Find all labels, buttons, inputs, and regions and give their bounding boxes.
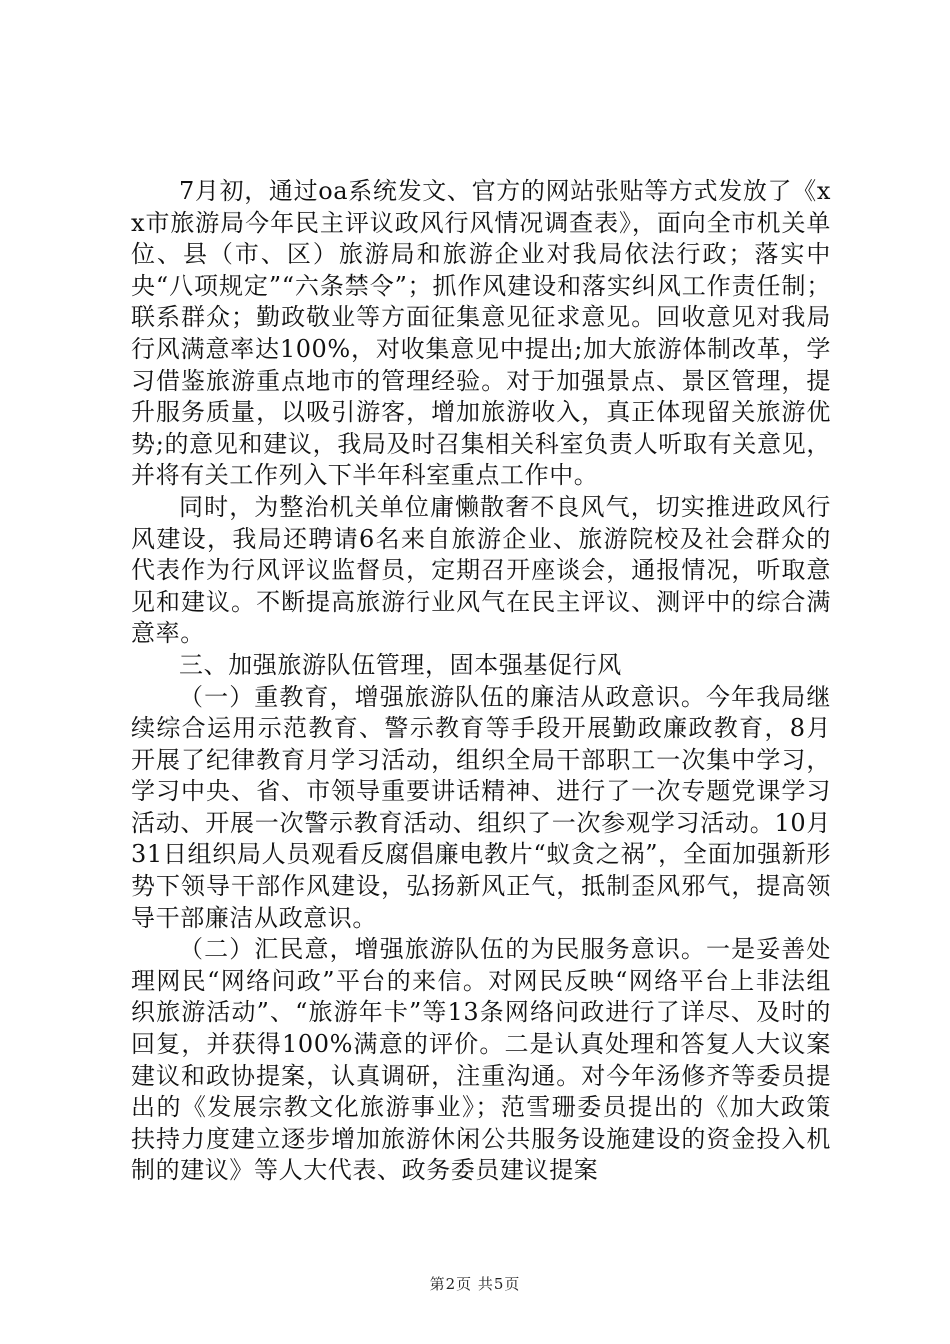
paragraph-public-opinion: （二）汇民意，增强旅游队伍的为民服务意识。一是妥善处理网民“网络问政”平台的来信。对网民反映“网络平台上非法组织旅游活动”、“旅游年卡”等13条网络问政进行了详尽、及时的回复，并获得100%满意的评价。二是认真处理和答复人大议案建议和政协提案，认真调研，注重沟通。对今年汤修齐等委员提出的《发展宗教文化旅游事业》；范雪珊委员提出的《加大政策扶持力度建立逐步增加旅游休闲公共服务设施建设的资金投入机制的建议》等人大代表、政务委员建议提案 [131, 935, 831, 1185]
page-number-footer: 第2页 共5页 [429, 1275, 521, 1293]
paragraph-education: （一）重教育，增强旅游队伍的廉洁从政意识。今年我局继续综合运用示范教育、警示教育等手段开展勤政廉政教育，8月开展了纪律教育月学习活动，组织全局干部职工一次集中学习，学习中央、省、市领导重要讲话精神、进行了一次专题党课学习活动、开展一次警示教育活动、组织了一次参观学习活动。10月31日组织局人员观看反腐倡廉电教片“蚁贪之祸”，全面加强新形势下领导干部作风建设，弘扬新风正气，抵制歪风邪气，提高领导干部廉洁从政意识。 [131, 682, 831, 932]
section-heading-team-management: 三、加强旅游队伍管理，固本强基促行风 [179, 650, 622, 679]
document-body [131, 176, 831, 1187]
paragraph-survey: 7月初，通过oa系统发文、官方的网站张贴等方式发放了《xx市旅游局今年民主评议政风行风情况调查表》，面向全市机关单位、县（市、区）旅游局和旅游企业对我局依法行政；落实中央“八项规定”“六条禁令”；抓作风建设和落实纠风工作责任制；联系群众；勤政敬业等方面征集意见征求意见。回收意见对我局行风满意率达100%，对收集意见中提出;加大旅游体制改革，学习借鉴旅游重点地市的管理经验。对于加强景点、景区管理，提升服务质量，以吸引游客，增加旅游收入，真正体现留关旅游优势;的意见和建议，我局及时召集相关科室负责人听取有关意见，并将有关工作列入下半年科室重点工作中。 [131, 177, 831, 490]
paragraph-supervisors: 同时，为整治机关单位庸懒散奢不良风气，切实推进政风行风建设，我局还聘请6名来自旅游企业、旅游院校及社会群众的代表作为行风评议监督员，定期召开座谈会，通报情况，听取意见和建议。不断提高旅游行业风气在民主评议、测评中的综合满意率。 [131, 492, 831, 648]
